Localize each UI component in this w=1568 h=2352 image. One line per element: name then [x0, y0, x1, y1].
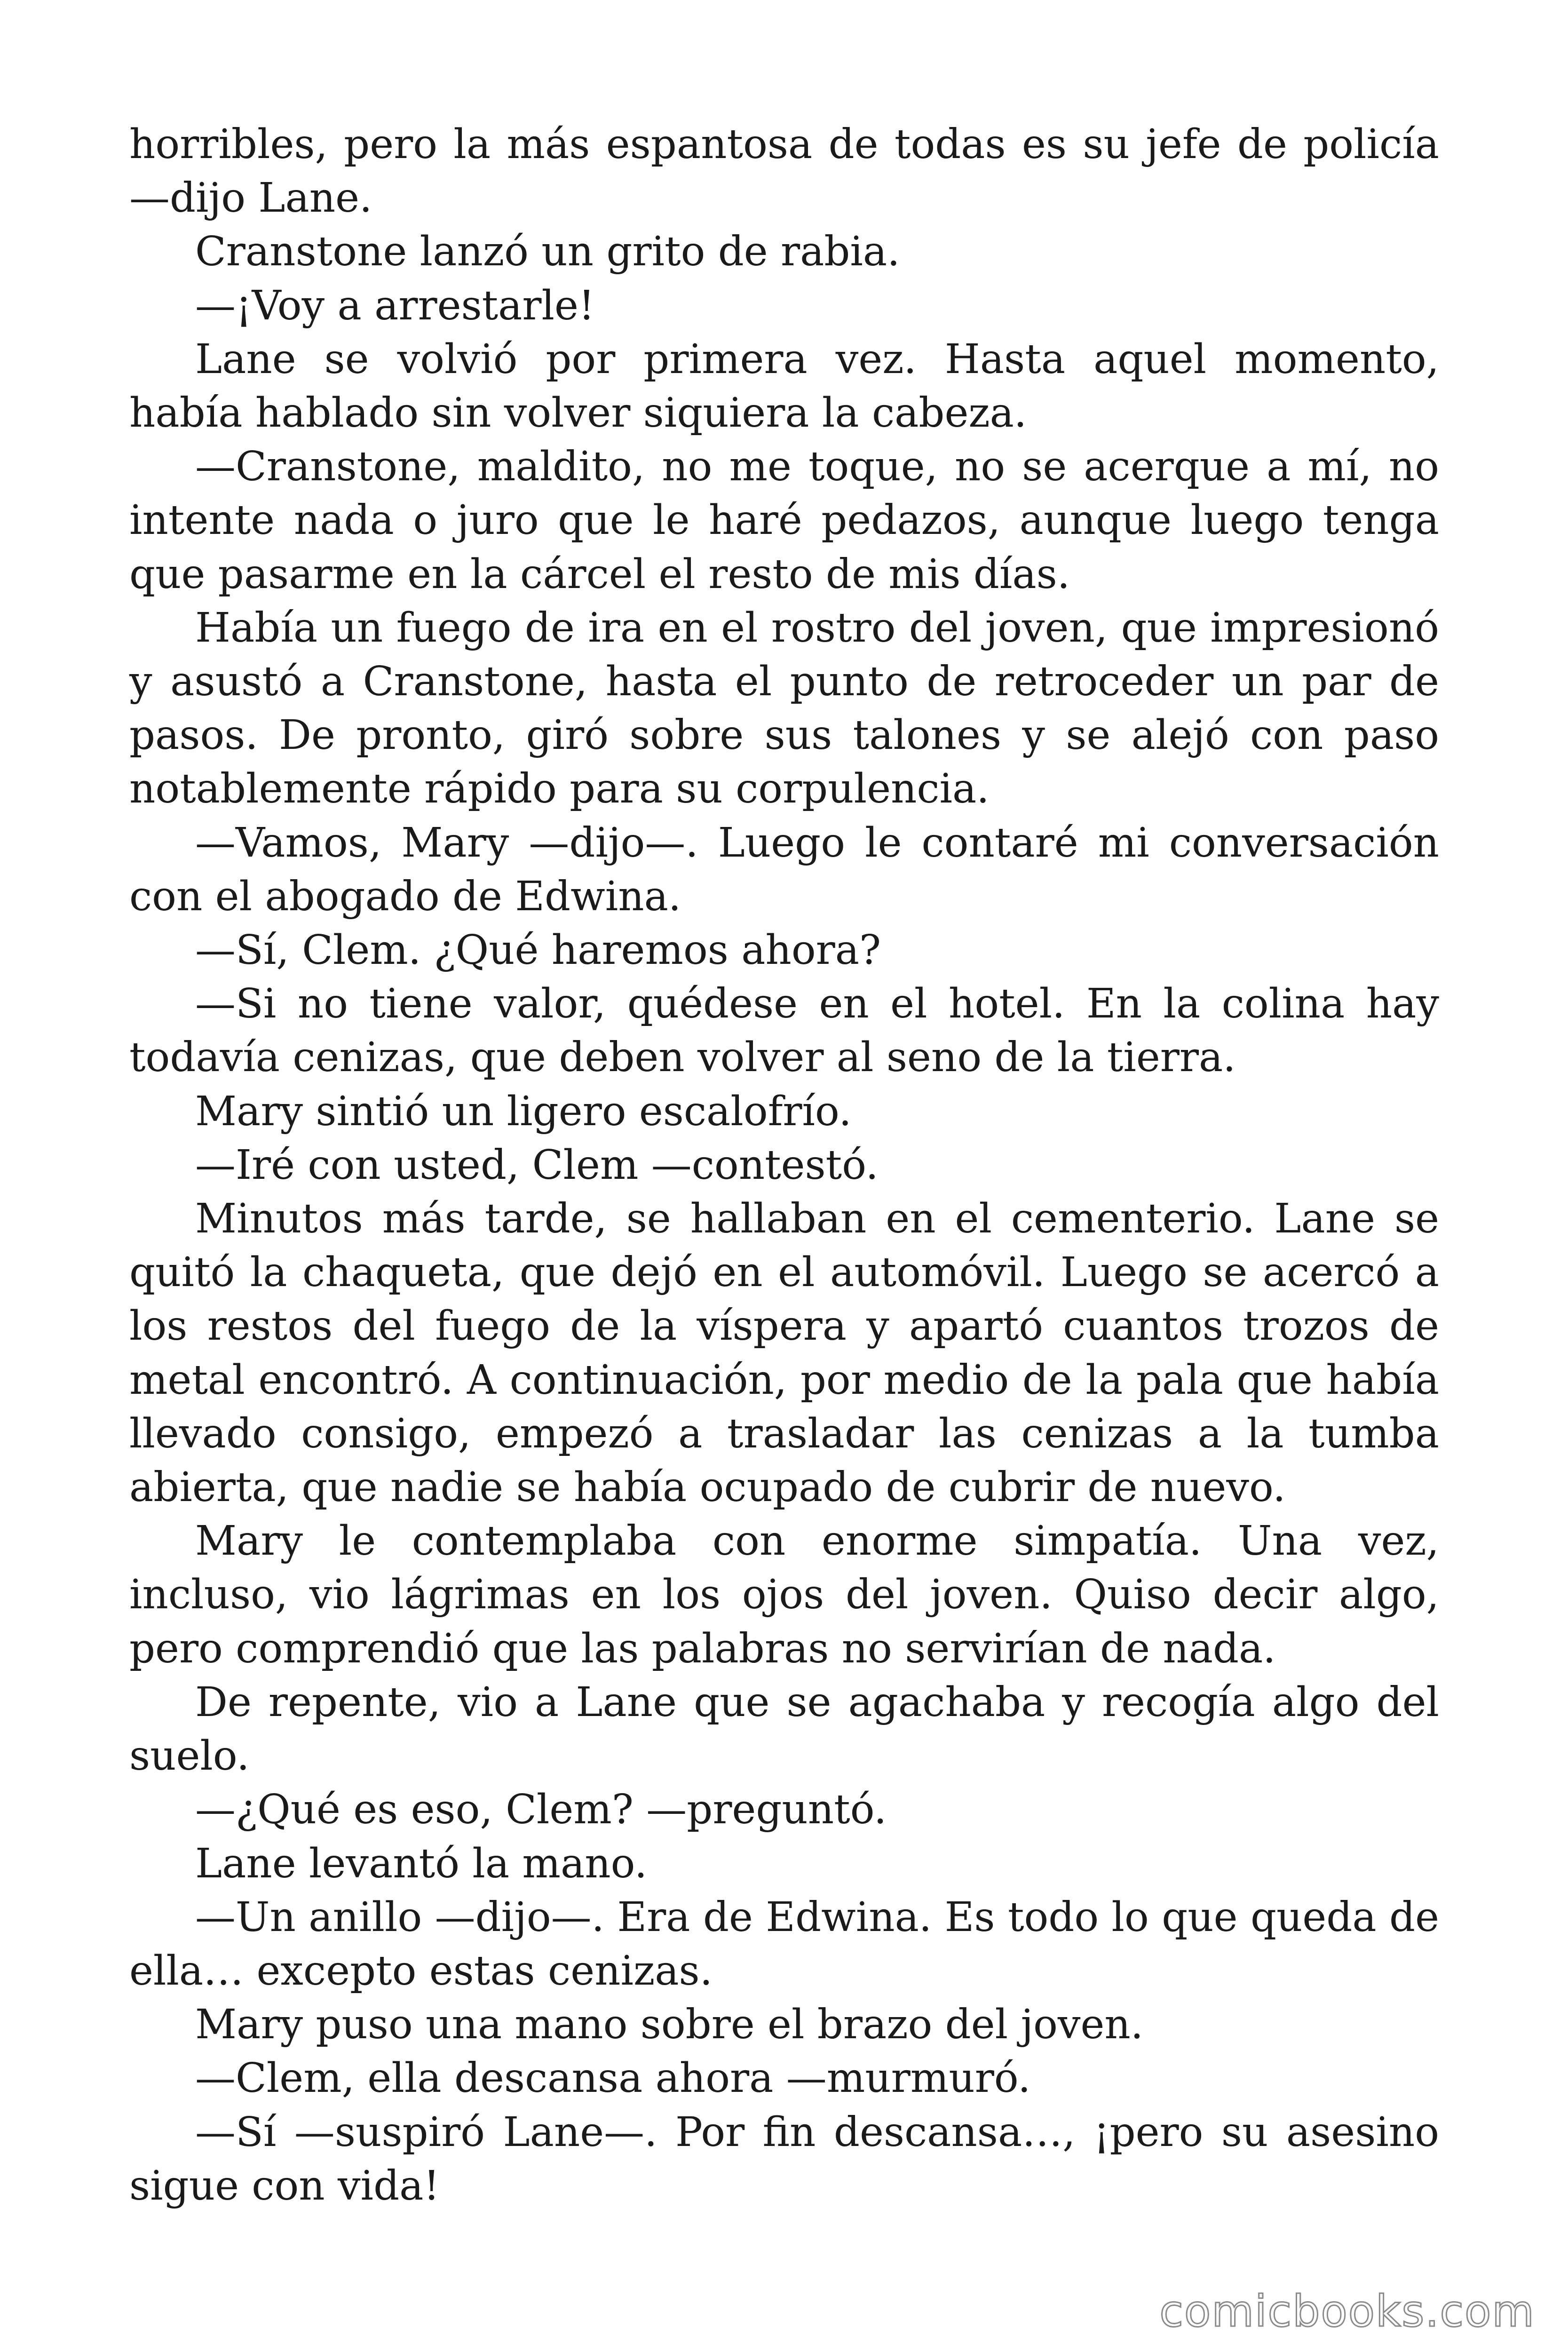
page-body [129, 118, 1439, 2213]
paragraph: Minutos más tarde, se hallaban en el cementerio. Lane se quitó la chaqueta, que dejó en el automóvil. Luego se acercó a los restos del fuego de la víspera y apartó cuantos trozos de metal encontró. A continuación, por medio de la pala que había llevado consigo, empezó a trasladar las cenizas a la tumba abierta, que nadie se había ocupado de cubrir de nuevo. [129, 1195, 1439, 1511]
paragraph: Mary puso una mano sobre el brazo del joven. [195, 2001, 1144, 2049]
paragraph: Había un fuego de ira en el rostro del joven, que impresionó y asustó a Cranstone, hasta el punto de retroceder un par de pasos. De pronto, giró sobre sus talones y se alejó con paso notablemente rápido para su corpulencia. [129, 604, 1439, 813]
paragraph: Cranstone lanzó un grito de rabia. [195, 228, 900, 276]
paragraph: Lane levantó la mano. [195, 1840, 648, 1887]
paragraph: —Sí —suspiró Lane—. Por fin descansa…, ¡pero su asesino sigue con vida! [129, 2108, 1439, 2209]
paragraph: Mary le contemplaba con enorme simpatía. Una vez, incluso, vio lágrimas en los ojos del joven. Quiso decir algo, pero comprendió que las palabras no servirían de nada. [129, 1518, 1439, 1672]
paragraph: —Cranstone, maldito, no me toque, no se acerque a mí, no intente nada o juro que le haré pedazos, aunque luego tenga que pasarme en la cárcel el resto de mis días. [129, 443, 1439, 598]
paragraph: Mary sintió un ligero escalofrío. [195, 1088, 852, 1135]
paragraph: —Clem, ella descansa ahora —murmuró. [195, 2055, 1031, 2102]
watermark: comicbooks.com [1159, 2286, 1535, 2336]
paragraph: —Sí, Clem. ¿Qué haremos ahora? [195, 927, 881, 974]
paragraph: —Si no tiene valor, quédese en el hotel. En la colina hay todavía cenizas, que deben volver al seno de la tierra. [129, 980, 1439, 1081]
paragraph: —Un anillo —dijo—. Era de Edwina. Es todo lo que queda de ella… excepto estas cenizas. [129, 1893, 1439, 1994]
paragraph: De repente, vio a Lane que se agachaba y recogía algo del suelo. [129, 1678, 1439, 1780]
paragraph: Lane se volvió por primera vez. Hasta aquel momento, había hablado sin volver siquiera la cabeza. [129, 335, 1439, 437]
paragraph: horribles, pero la más espantosa de todas es su jefe de policía —dijo Lane. [129, 121, 1439, 222]
paragraph: —¡Voy a arrestarle! [195, 282, 595, 329]
paragraph: —Iré con usted, Clem —contestó. [195, 1141, 879, 1189]
paragraph: —¿Qué es eso, Clem? —preguntó. [195, 1786, 887, 1834]
paragraph: —Vamos, Mary —dijo—. Luego le contaré mi conversación con el abogado de Edwina. [129, 819, 1439, 920]
